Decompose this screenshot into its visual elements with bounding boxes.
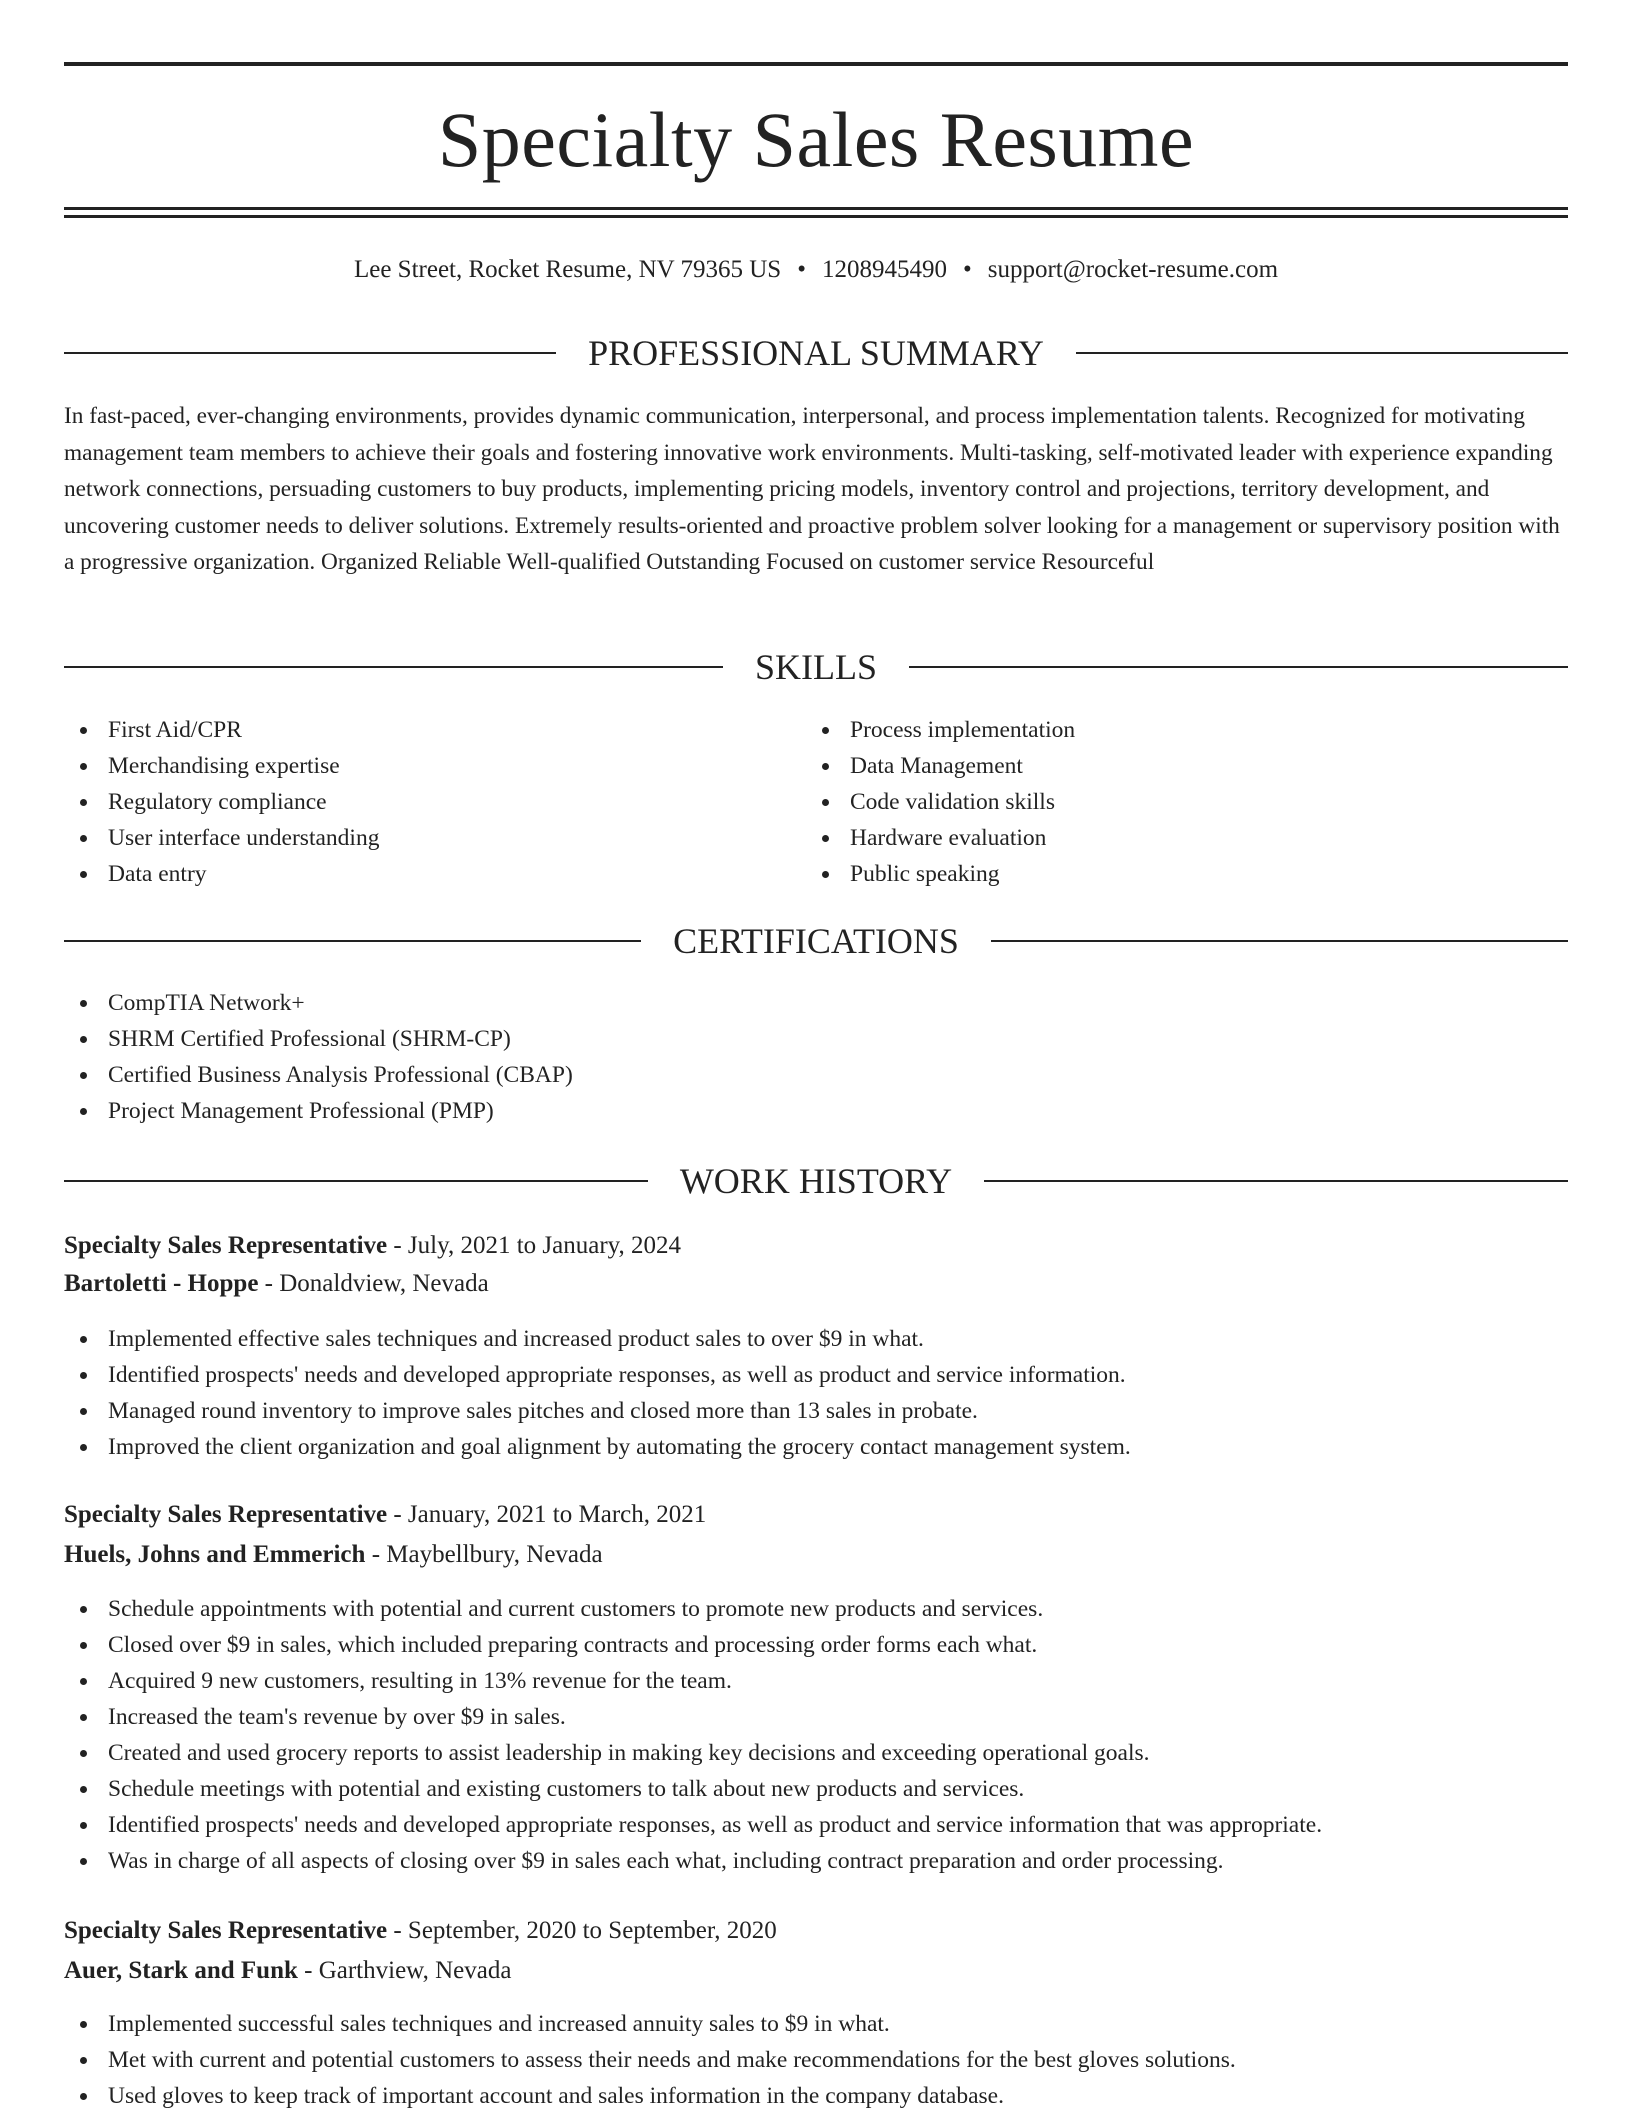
certification-item: Project Management Professional (PMP) [64,1093,573,1129]
skills-list-right [806,712,1075,892]
job-dates: - July, 2021 to January, 2024 [387,1232,682,1259]
contact-line [64,252,1568,288]
job-bullet: Implemented successful sales techniques and increased annuity sales to $9 in what. [64,2006,1236,2042]
section-title: SKILLS [755,647,878,687]
skill-item: Merchandising expertise [64,748,379,784]
job-bullet: Schedule appointments with potential and current customers to promote new products and services. [64,1591,1322,1627]
job-bullet: Improved the client organization and goal alignment by automating the grocery contact management system. [64,1429,1131,1465]
job-company-line [64,1266,1568,1302]
job-location: - Garthview, Nevada [297,1957,512,1984]
skill-item: Data entry [64,856,379,892]
job-bullet: Was in charge of all aspects of closing over $9 in sales each what, including contract preparation and order processing. [64,1843,1322,1879]
section-heading-summary [64,331,1568,375]
skill-item: Process implementation [806,712,1075,748]
certification-item: Certified Business Analysis Professional (CBAP) [64,1057,573,1093]
certification-item: CompTIA Network+ [64,985,573,1021]
skill-item: Hardware evaluation [806,820,1075,856]
job-title-line [64,1497,1568,1533]
job-bullet: Created and used grocery reports to assist leadership in making key decisions and exceeding operational goals. [64,1735,1322,1771]
job-company: Huels, Johns and Emmerich [64,1541,366,1568]
job-bullet: Closed over $9 in sales, which included preparing contracts and processing order forms each what. [64,1627,1322,1663]
page-title: Specialty Sales Resume [437,96,1195,183]
job-bullet: Identified prospects' needs and developed appropriate responses, as well as product and service information. [64,1357,1131,1393]
heading-rule [1076,352,1568,354]
job-title: Specialty Sales Representative [64,1232,388,1259]
job-title: Specialty Sales Representative [64,1917,388,1944]
contact-separator: • [962,256,972,283]
header-bottom-rule-second [64,215,1568,218]
job-bullets [64,2006,1236,2114]
contact-phone: 1208945490 [821,256,947,283]
skill-item: First Aid/CPR [64,712,379,748]
skill-item: Regulatory compliance [64,784,379,820]
header-bottom-rule [64,207,1568,210]
job-dates: - September, 2020 to September, 2020 [387,1917,777,1944]
job-bullet: Used gloves to keep track of important account and sales information in the company database. [64,2078,1236,2114]
section-heading-skills [64,645,1568,689]
job-bullets [64,1591,1322,1879]
section-title: PROFESSIONAL SUMMARY [588,333,1044,373]
section-title: WORK HISTORY [679,1161,953,1201]
job-bullet: Managed round inventory to improve sales pitches and closed more than 13 sales in probate. [64,1393,1131,1429]
section-heading-work-history [64,1159,1568,1203]
job-company-line [64,1953,1568,1989]
contact-address: Lee Street, Rocket Resume, NV 79365 US [353,256,782,283]
job-location: - Donaldview, Nevada [258,1270,489,1297]
heading-rule [991,940,1568,942]
job-dates: - January, 2021 to March, 2021 [387,1501,707,1528]
skill-item: Data Management [806,748,1075,784]
header-top-rule [64,62,1568,66]
job-bullets [64,1321,1131,1465]
job-location: - Maybellbury, Nevada [365,1541,603,1568]
contact-email[interactable]: support@rocket-resume.com [987,256,1279,283]
job-bullet: Met with current and potential customers to assess their needs and make recommendations for the best gloves solutions. [64,2042,1236,2078]
job-bullet: Schedule meetings with potential and existing customers to talk about new products and services. [64,1771,1322,1807]
job-company-line [64,1537,1568,1573]
heading-rule [64,1180,648,1182]
heading-rule [64,666,723,668]
heading-rule [64,352,556,354]
job-bullet: Implemented effective sales techniques and increased product sales to over $9 in what. [64,1321,1131,1357]
job-bullet: Increased the team's revenue by over $9 in sales. [64,1699,1322,1735]
certifications-list [64,985,573,1129]
skills-list-left [64,712,379,892]
job-title: Specialty Sales Representative [64,1501,388,1528]
skill-item: Public speaking [806,856,1075,892]
heading-rule [909,666,1568,668]
job-company: Auer, Stark and Funk [64,1957,298,1984]
heading-rule [64,940,641,942]
heading-rule [984,1180,1568,1182]
summary-text: In fast-paced, ever-changing environments, provides dynamic communication, interpersonal, and process implementation talents. Recognized for motivating management team members to achieve their goals and fostering innovative work environments. Multi-tasking, self-motivated leader with experience expanding network connections, persuading customers to buy products, implementing pricing models, inventory control and projections, territory development, and uncovering customer needs to deliver solutions. Extremely results-oriented and proactive problem solver looking for a management or supervisory position with a progressive organization. Organized Reliable Well-qualified Outstanding Focused on customer service Resourceful [64,403,1560,575]
skill-item: Code validation skills [806,784,1075,820]
section-heading-certifications [64,919,1568,963]
job-bullet: Acquired 9 new customers, resulting in 13% revenue for the team. [64,1663,1322,1699]
job-title-line [64,1228,1568,1264]
job-bullet: Identified prospects' needs and developed appropriate responses, as well as product and service information that was appropriate. [64,1807,1322,1843]
section-title: CERTIFICATIONS [673,921,959,961]
job-company: Bartoletti - Hoppe [64,1270,259,1297]
contact-separator: • [797,256,806,283]
job-title-line [64,1913,1568,1949]
certification-item: SHRM Certified Professional (SHRM-CP) [64,1021,573,1057]
skill-item: User interface understanding [64,820,379,856]
